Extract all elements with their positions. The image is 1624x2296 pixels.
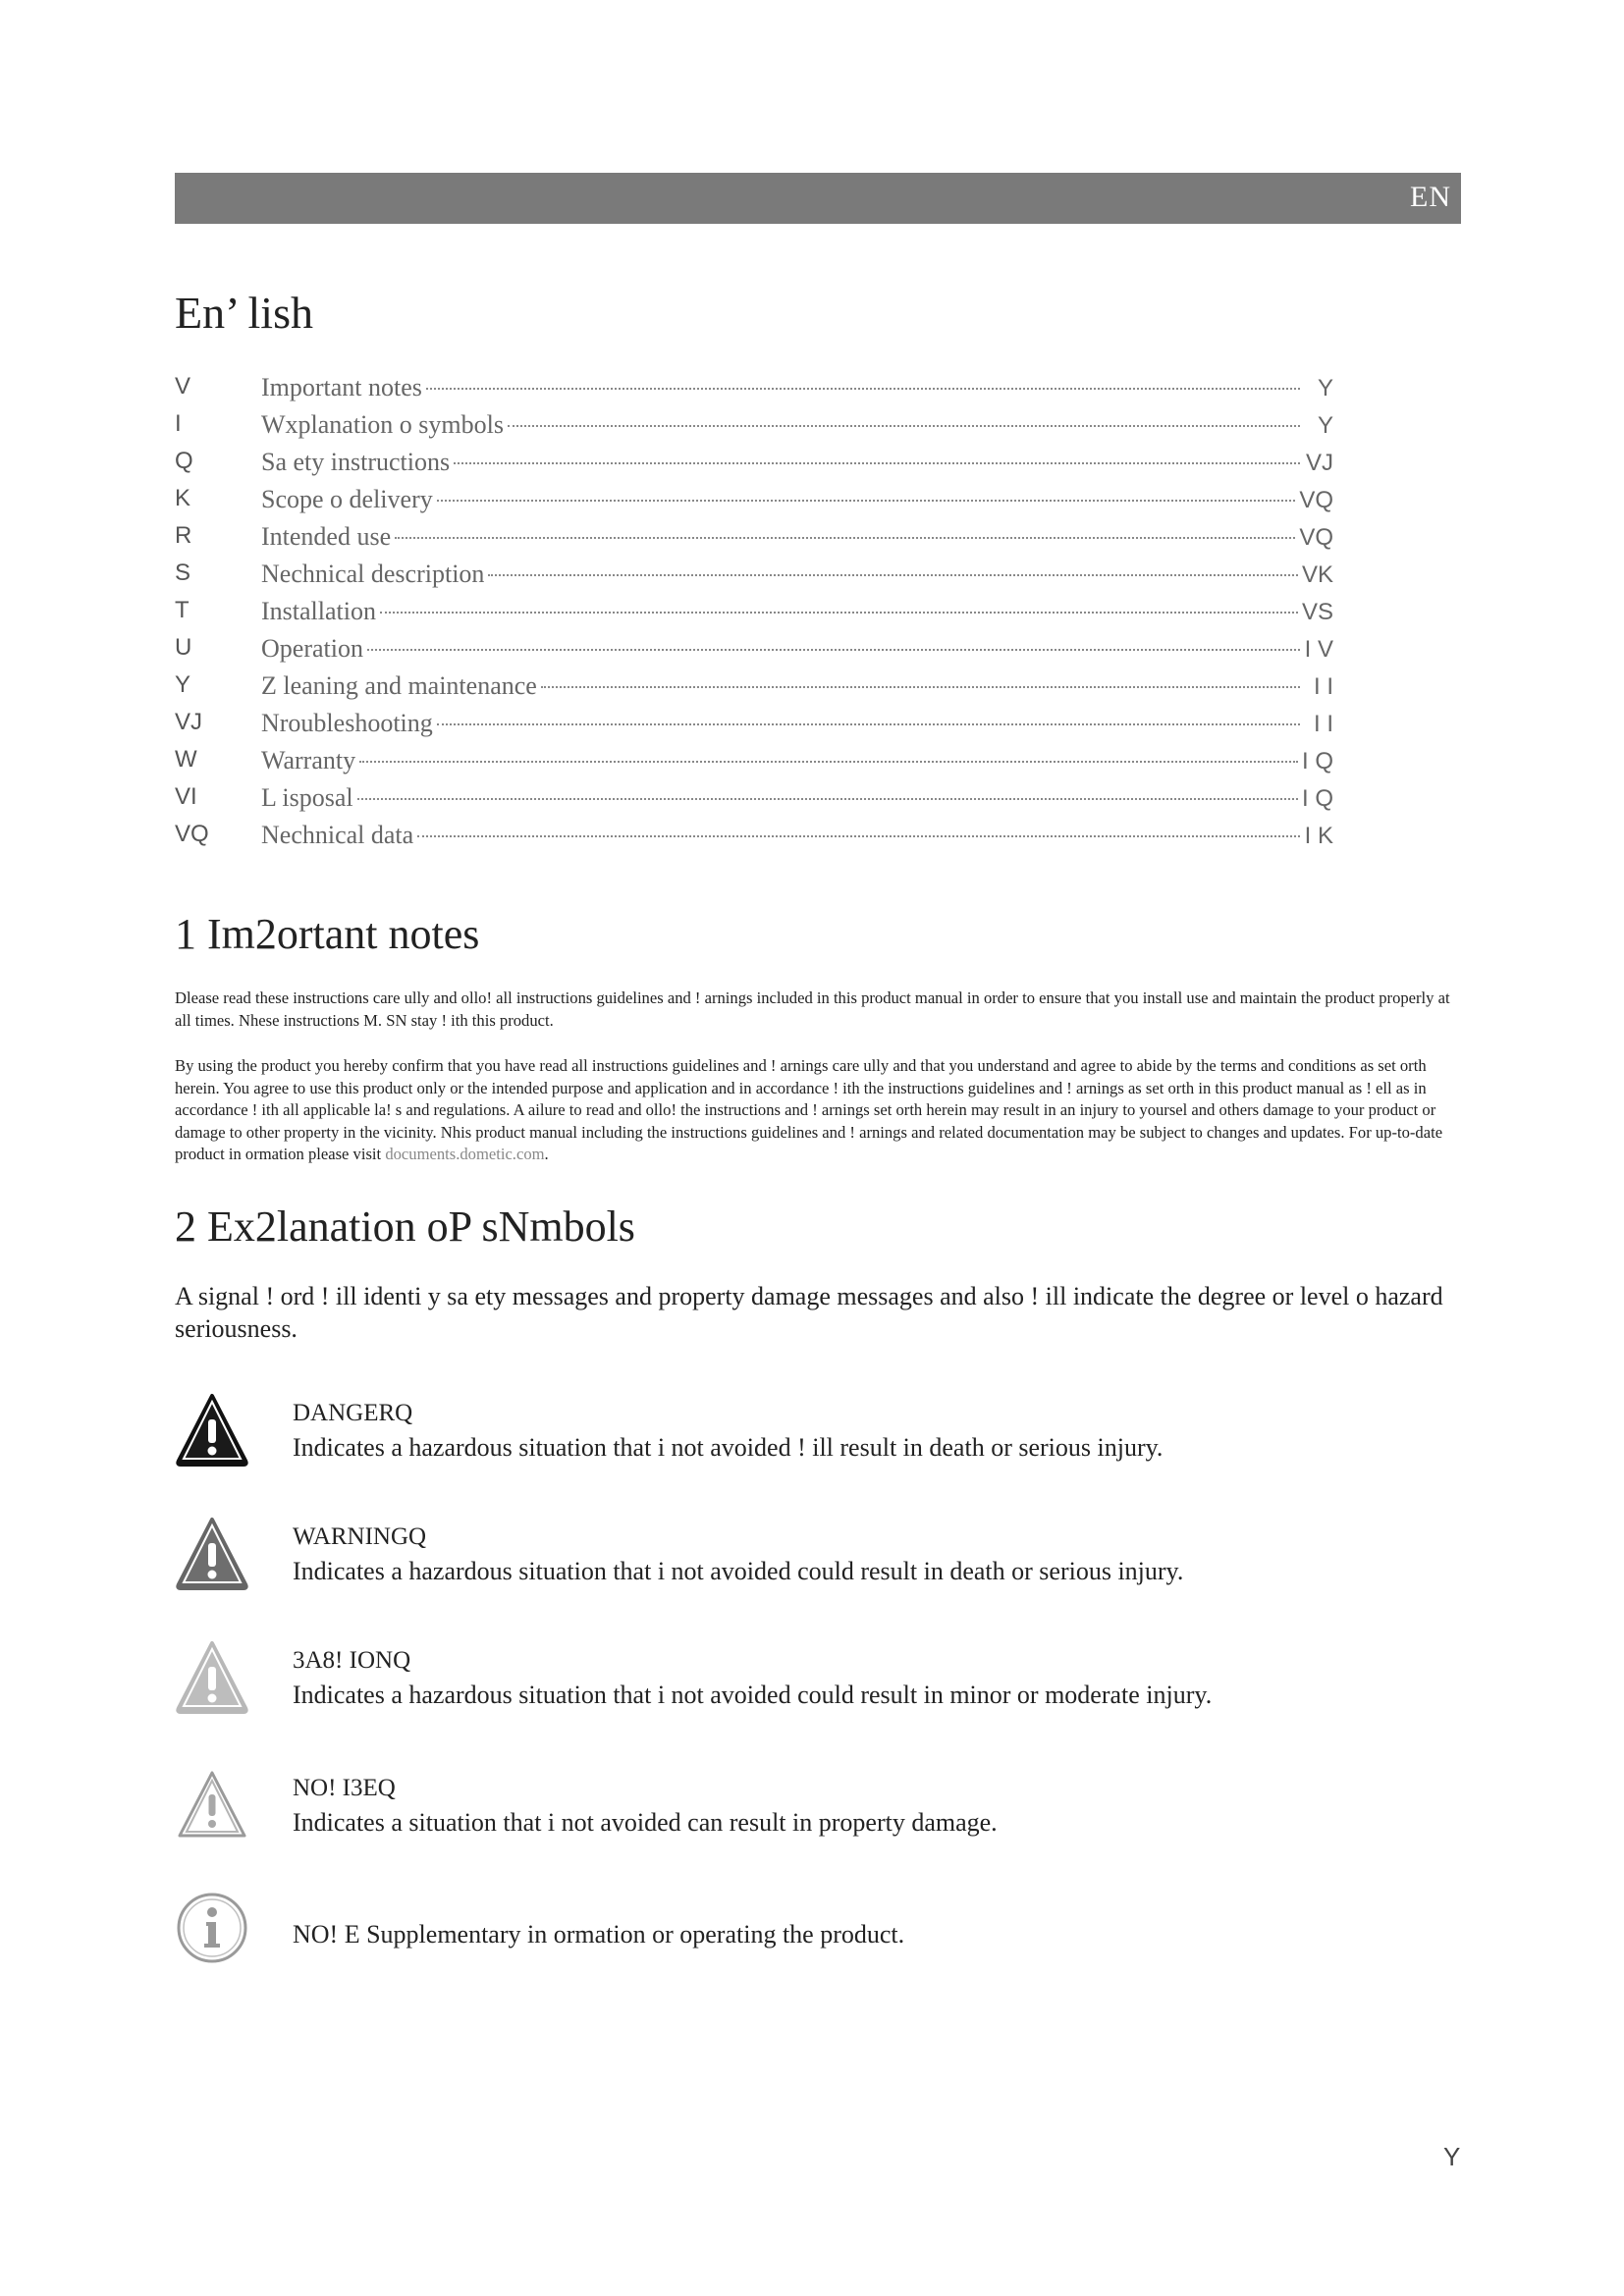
toc-leader-dots — [367, 649, 1300, 651]
hazard-label-caution: 3A8! IONQ — [293, 1647, 411, 1674]
toc-leader-dots — [508, 425, 1300, 427]
toc-row[interactable] — [175, 560, 1333, 597]
toc-row[interactable] — [175, 634, 1333, 671]
toc-number: VJ — [175, 709, 203, 735]
toc-number: Q — [175, 448, 193, 474]
header-bar — [175, 173, 1461, 224]
caution-triangle-icon — [175, 1639, 249, 1716]
toc-title: Operation — [261, 634, 363, 663]
toc-title: Installation — [261, 597, 376, 625]
toc-number: R — [175, 522, 192, 549]
toc-entry — [261, 597, 1333, 626]
toc-title: Warranty — [261, 746, 356, 774]
toc-leader-dots — [357, 798, 1298, 800]
caution-message — [175, 1639, 1463, 1737]
hazard-label-warning: WARNINGQ — [293, 1523, 427, 1550]
section-heading-important-notes: 1 Im2ortant notes — [175, 910, 480, 958]
document-title: En’ lish — [175, 288, 313, 338]
table-of-contents — [175, 373, 1333, 858]
danger-triangle-icon — [175, 1392, 249, 1468]
toc-entry — [261, 634, 1333, 664]
note-message — [175, 1891, 1463, 1969]
toc-page-number: I K — [1304, 823, 1333, 849]
note-text — [293, 1920, 904, 1949]
toc-page-number: I Q — [1301, 785, 1333, 812]
toc-page-number: VQ — [1299, 487, 1333, 513]
toc-entry — [261, 671, 1333, 701]
toc-row[interactable] — [175, 746, 1333, 783]
hazard-text-warning: Indicates a hazardous situation that i not avoided could result in death or serious injury. — [293, 1557, 1184, 1585]
toc-page-number: I I — [1313, 711, 1333, 737]
toc-row[interactable] — [175, 410, 1333, 448]
toc-title: Nechnical data — [261, 821, 414, 849]
toc-page-number: I V — [1304, 636, 1333, 663]
section-heading-explanation-of-symbols: 2 Ex2lanation oP sNmbols — [175, 1202, 635, 1251]
toc-number: W — [175, 746, 197, 773]
toc-page-number: VS — [1301, 599, 1333, 625]
toc-number: VQ — [175, 821, 209, 847]
danger-message — [175, 1392, 1463, 1490]
toc-entry — [261, 746, 1333, 775]
paragraph-text: By using the product you hereby confirm that you have read all instructions guidelines and ! arnings care ully and that you understand and agree to abide by the terms and conditions as set orth herein. You agree to use this product only or the intended purpose and application and in accordance ! ith the instructions guidelines and ! arnings as set orth in this product manual as ! ell as in accordance ! ith all applicable la! s and regulations. A ailure to read and ollo! the instructions and ! arnings set orth herein may result in an injury to yoursel and others damage to your product or damage to other property in the vicinity. Nhis product manual including the instructions guidelines and ! arnings and related documentation may be subject to changes and updates. For up-to-date product in ormation please visit — [175, 1056, 1443, 1163]
toc-leader-dots — [437, 723, 1300, 725]
language-label: EN — [1410, 181, 1451, 213]
toc-number: U — [175, 634, 192, 661]
toc-entry — [261, 783, 1333, 813]
toc-page-number: Y — [1317, 375, 1333, 401]
toc-title: Sa ety instructions — [261, 448, 451, 476]
toc-leader-dots — [541, 686, 1300, 688]
toc-leader-dots — [359, 761, 1298, 763]
toc-row[interactable] — [175, 373, 1333, 410]
toc-page-number: VK — [1301, 561, 1333, 588]
toc-entry — [261, 821, 1333, 850]
toc-number: K — [175, 485, 191, 511]
toc-title: Wxplanation o symbols — [261, 410, 504, 439]
toc-leader-dots — [426, 388, 1300, 390]
toc-number: S — [175, 560, 191, 586]
warning-message — [175, 1516, 1463, 1614]
notice-message — [175, 1767, 1463, 1865]
toc-title: L isposal — [261, 783, 353, 812]
important-notes-paragraph-1: Dlease read these instructions care ully and ollo! all instructions guidelines and ! arnings included in this product manual in order to ensure that you install use and maintain the product properly at all times. Nhese instructions M. SN stay ! ith this product. — [175, 988, 1450, 1030]
toc-row[interactable] — [175, 522, 1333, 560]
toc-page-number: VJ — [1305, 450, 1333, 476]
toc-entry — [261, 410, 1333, 440]
important-notes-paragraph-2 — [175, 1055, 1463, 1166]
toc-entry — [261, 373, 1333, 402]
symbols-intro-paragraph: A signal ! ord ! ill identi y sa ety messages and property damage messages and also ! ill indicate the degree or level o hazard seriousness. — [175, 1282, 1443, 1343]
toc-entry — [261, 448, 1333, 477]
toc-title: Important notes — [261, 373, 422, 401]
note-label: NO! E — [293, 1920, 360, 1949]
hazard-text-caution: Indicates a hazardous situation that i not avoided could result in minor or moderate injury. — [293, 1681, 1213, 1709]
toc-row[interactable] — [175, 709, 1333, 746]
toc-leader-dots — [437, 500, 1296, 502]
toc-title: Intended use — [261, 522, 392, 551]
hazard-text-danger: Indicates a hazardous situation that i not avoided ! ill result in death or serious injury. — [293, 1433, 1164, 1462]
toc-page-number: Y — [1317, 412, 1333, 439]
toc-row[interactable] — [175, 783, 1333, 821]
toc-entry — [261, 709, 1333, 738]
notice-triangle-icon — [175, 1767, 249, 1843]
note-body: Supplementary in ormation or operating the product. — [366, 1920, 905, 1949]
toc-entry — [261, 522, 1333, 552]
toc-row[interactable] — [175, 821, 1333, 858]
toc-row[interactable] — [175, 597, 1333, 634]
toc-title: Nechnical description — [261, 560, 485, 588]
toc-row[interactable] — [175, 448, 1333, 485]
hazard-label-danger: DANGERQ — [293, 1400, 413, 1426]
warning-triangle-icon — [175, 1516, 249, 1592]
documents-link[interactable]: documents.dometic.com — [385, 1145, 545, 1163]
toc-entry — [261, 560, 1333, 589]
toc-title: Z leaning and maintenance — [261, 671, 537, 700]
toc-leader-dots — [454, 462, 1300, 464]
toc-number: T — [175, 597, 189, 623]
page-number: Y — [1443, 2142, 1461, 2171]
toc-page-number: VQ — [1299, 524, 1333, 551]
info-icon — [175, 1891, 249, 1965]
toc-page-number: I I — [1313, 673, 1333, 700]
toc-number: Y — [175, 671, 191, 698]
toc-title: Nroubleshooting — [261, 709, 433, 737]
toc-entry — [261, 485, 1333, 514]
toc-number: VI — [175, 783, 197, 810]
toc-row[interactable] — [175, 671, 1333, 709]
toc-leader-dots — [488, 574, 1298, 576]
toc-page-number: I Q — [1301, 748, 1333, 774]
hazard-label-notice: NO! I3EQ — [293, 1775, 396, 1801]
toc-leader-dots — [417, 835, 1300, 837]
paragraph-end: . — [544, 1145, 549, 1163]
toc-number: I — [175, 410, 182, 437]
toc-row[interactable] — [175, 485, 1333, 522]
hazard-text-notice: Indicates a situation that i not avoided can result in property damage. — [293, 1808, 998, 1837]
toc-leader-dots — [380, 612, 1298, 614]
toc-number: V — [175, 373, 191, 400]
toc-leader-dots — [395, 537, 1295, 539]
toc-title: Scope o delivery — [261, 485, 433, 513]
